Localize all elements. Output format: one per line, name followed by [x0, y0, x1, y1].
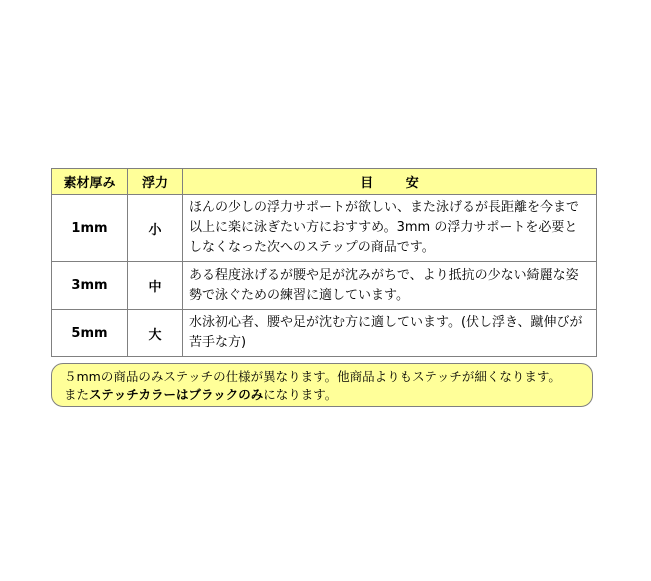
thickness-cell: 5mm: [52, 310, 128, 357]
table-row: [52, 195, 597, 262]
table-row: [52, 310, 597, 357]
buoyancy-cell: 小: [128, 195, 183, 262]
guide-cell: ほんの少しの浮力サポートが欲しい、また泳げるが長距離を今まで以上に楽に泳ぎたい方におすすめ。3mm の浮力サポートを必要としなくなった次へのステップの商品です。: [183, 195, 597, 262]
thickness-cell: 3mm: [52, 262, 128, 310]
note-line-1: ５mmの商品のみステッチの仕様が異なります。他商品よりもステッチが細くなります。: [64, 369, 561, 384]
spec-table: [51, 168, 597, 357]
table-header-row: [52, 169, 597, 195]
header-guide-label: 目 安: [360, 176, 433, 191]
header-thickness: 素材厚み: [52, 169, 128, 195]
note-line-2-suffix: になります。: [263, 387, 338, 402]
buoyancy-cell: 大: [128, 310, 183, 357]
guide-cell: ある程度泳げるが腰や足が沈みがちで、より抵抗の少ない綺麗な姿勢で泳ぐための練習に適しています。: [183, 262, 597, 310]
note-line-2: [64, 386, 580, 404]
guide-cell: 水泳初心者、腰や足が沈む方に適しています。(伏し浮き、蹴伸びが苦手な方): [183, 310, 597, 357]
header-buoyancy: 浮力: [128, 169, 183, 195]
header-guide: [183, 169, 597, 195]
stitch-note: [51, 363, 593, 407]
note-line-2-prefix: また: [64, 387, 90, 402]
buoyancy-cell: 中: [128, 262, 183, 310]
table-row: [52, 262, 597, 310]
thickness-cell: 1mm: [52, 195, 128, 262]
note-line-2-emphasis: ステッチカラーはブラックのみ: [89, 387, 264, 402]
